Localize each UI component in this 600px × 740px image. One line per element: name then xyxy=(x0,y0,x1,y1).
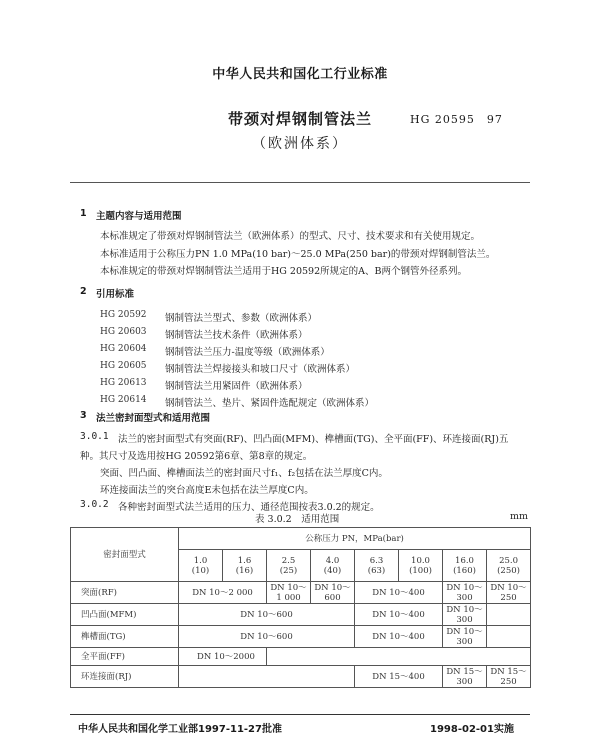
clause-3-0-2-number: 3.0.2 xyxy=(80,499,109,510)
section-3-heading: 法兰密封面型式和适用范围 xyxy=(96,413,211,424)
table-cell: DN 10～ 250 xyxy=(487,582,531,604)
clause-3-0-1-line: 突面、凹凸面、榫槽面法兰的密封面尺寸f₁、f₂包括在法兰厚度C内。 xyxy=(100,468,388,479)
clause-3-0-2-line: 各种密封面型式法兰适用的压力、通径范围按表3.0.2的规定。 xyxy=(118,502,380,513)
table-cell: DN 10～ 600 xyxy=(311,582,355,604)
pressure-header-cell: 1.0 (10) xyxy=(179,550,223,582)
table-cell xyxy=(267,648,531,666)
reference-code: HG 20605 xyxy=(100,361,147,371)
table-corner-header: 密封面型式 xyxy=(71,528,179,582)
section-1-paragraph: 本标准规定的带颈对焊钢制管法兰适用于HG 20592所规定的A、B两个钢管外径系列。 xyxy=(100,266,467,277)
issuing-body-title: 中华人民共和国化工行业标准 xyxy=(212,67,388,82)
pressure-header-cell: 1.6 (16) xyxy=(223,550,267,582)
table-cell: DN 10～600 xyxy=(179,626,355,648)
reference-code: HG 20604 xyxy=(100,344,147,354)
table-cell: DN 10～ 300 xyxy=(443,626,487,648)
pressure-header-cell: 10.0 (100) xyxy=(399,550,443,582)
section-2-heading: 引用标准 xyxy=(96,289,135,300)
section-1-number: 1 xyxy=(80,208,87,219)
section-2-number: 2 xyxy=(80,286,87,297)
reference-code: HG 20603 xyxy=(100,327,147,337)
clause-3-0-1-line: 环连接面法兰的突台高度E未包括在法兰厚度C内。 xyxy=(100,485,314,496)
standard-number: HG 20595 97 xyxy=(410,113,503,126)
table-caption: 表 3.0.2 适用范围 xyxy=(255,514,340,525)
document-title: 带颈对焊钢制管法兰 xyxy=(227,110,372,128)
section-1-paragraph: 本标准适用于公称压力PN 1.0 MPa(10 bar)～25.0 MPa(250 bar)的带颈对焊钢制管法兰。 xyxy=(100,249,496,260)
reference-code: HG 20614 xyxy=(100,395,147,405)
reference-title: 钢制管法兰焊接接头和坡口尺寸（欧洲体系） xyxy=(165,364,356,375)
table-cell xyxy=(487,604,531,626)
row-label-ff: 全平面(FF) xyxy=(71,648,179,666)
reference-code: HG 20592 xyxy=(100,310,147,320)
table-cell xyxy=(179,666,355,688)
reference-title: 钢制管法兰压力-温度等级（欧洲体系） xyxy=(165,347,330,358)
reference-code: HG 20613 xyxy=(100,378,147,388)
reference-title: 钢制管法兰、垫片、紧固件选配规定（欧洲体系） xyxy=(165,398,375,409)
section-3-number: 3 xyxy=(80,410,87,421)
table-cell: DN 10～400 xyxy=(355,626,443,648)
section-1-paragraph: 本标准规定了带颈对焊钢制管法兰（欧洲体系）的型式、尺寸、技术要求和有关使用规定。 xyxy=(100,231,481,242)
table-cell: DN 10～ 1 000 xyxy=(267,582,311,604)
footer-divider xyxy=(70,714,530,715)
row-label-mfm: 凹凸面(MFM) xyxy=(71,604,179,626)
pressure-header-cell: 4.0 (40) xyxy=(311,550,355,582)
clause-3-0-1-line: 种。其尺寸及选用按HG 20592第6章、第8章的规定。 xyxy=(80,451,313,462)
table-cell: DN 10～2000 xyxy=(179,648,267,666)
reference-title: 钢制管法兰技术条件（欧洲体系） xyxy=(165,330,308,341)
table-cell: DN 10～ 300 xyxy=(443,582,487,604)
table-cell: DN 15～400 xyxy=(355,666,443,688)
table-unit: mm xyxy=(510,511,529,522)
section-1-heading: 主题内容与适用范围 xyxy=(96,211,182,222)
table-cell: DN 15～ 300 xyxy=(443,666,487,688)
table-cell: DN 10～2 000 xyxy=(179,582,267,604)
header-divider xyxy=(70,182,530,183)
clause-3-0-1-number: 3.0.1 xyxy=(80,431,109,442)
table-cell xyxy=(487,626,531,648)
pressure-group-header: 公称压力 PN，MPa(bar) xyxy=(179,528,531,550)
application-range-table xyxy=(70,527,531,688)
clause-3-0-1-line: 法兰的密封面型式有突面(RF)、凹凸面(MFM)、榫槽面(TG)、全平面(FF)、环连接面(RJ)五 xyxy=(118,434,509,445)
document-subtitle: （欧洲体系） xyxy=(252,136,348,152)
table-cell: DN 10～400 xyxy=(355,582,443,604)
pressure-header-cell: 6.3 (63) xyxy=(355,550,399,582)
effective-date: 1998-02-01实施 xyxy=(430,724,514,735)
row-label-rf: 突面(RF) xyxy=(71,582,179,604)
row-label-tg: 榫槽面(TG) xyxy=(71,626,179,648)
reference-title: 钢制管法兰用紧固件（欧洲体系） xyxy=(165,381,308,392)
table-cell: DN 10～400 xyxy=(355,604,443,626)
table-cell: DN 10～ 300 xyxy=(443,604,487,626)
table-cell: DN 15～ 250 xyxy=(487,666,531,688)
pressure-header-cell: 16.0 (160) xyxy=(443,550,487,582)
pressure-header-cell: 25.0 (250) xyxy=(487,550,531,582)
table-cell: DN 10～600 xyxy=(179,604,355,626)
row-label-rj: 环连接面(RJ) xyxy=(71,666,179,688)
pressure-header-cell: 2.5 (25) xyxy=(267,550,311,582)
approval-date: 中华人民共和国化学工业部1997-11-27批准 xyxy=(78,724,282,735)
reference-title: 钢制管法兰型式、参数（欧洲体系） xyxy=(165,313,318,324)
